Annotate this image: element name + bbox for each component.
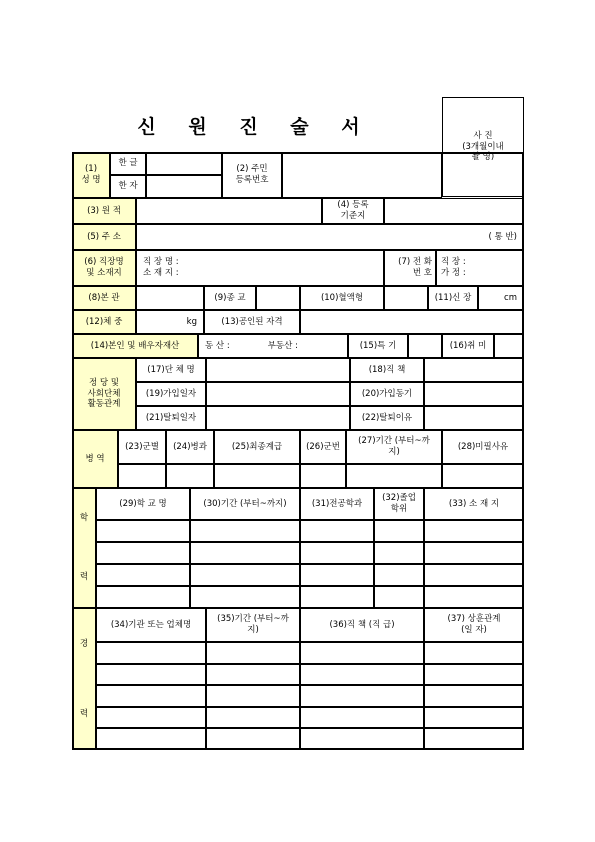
- photo-label: 사 진: [473, 131, 493, 142]
- blood-type-label: (10)혈액형: [300, 286, 384, 310]
- career-org-header: (34)기관 또는 업체명: [96, 608, 206, 642]
- career-period-header: [206, 608, 300, 642]
- weight-unit: kg: [186, 316, 197, 327]
- phone-label-line2: 번 호: [412, 268, 432, 278]
- workplace-location-label: 소 재 지 :: [143, 268, 179, 278]
- major-header: (31)전공학과: [300, 488, 374, 520]
- org-position-field[interactable]: [424, 358, 524, 382]
- career-row-cell[interactable]: [300, 685, 424, 707]
- phone-label-line1: (7) 전 화: [398, 257, 432, 268]
- document-title: 신 원 진 술 서: [137, 116, 373, 138]
- career-period-line1: (35)기간 (부터~까: [217, 614, 289, 625]
- join-date-label: (19)가입일자: [136, 382, 206, 406]
- assets-label: (14)본인 및 배우자재산: [72, 334, 198, 358]
- military-specialty-label: (24)병과: [166, 430, 214, 464]
- military-period-line1: (27)기간 (부터~까: [358, 436, 430, 447]
- special-skill-field[interactable]: [408, 334, 442, 358]
- hobby-label: (16)취 미: [442, 334, 494, 358]
- school-name-header: (29)학 교 명: [96, 488, 190, 520]
- military-exempt-label: (28)미필사유: [442, 430, 524, 464]
- military-branch-label: (23)군별: [118, 430, 166, 464]
- career-award-line1: (37) 상훈관계: [447, 614, 501, 625]
- military-exempt-field[interactable]: [442, 464, 524, 488]
- movable-assets-label: 동 산 :: [205, 340, 230, 351]
- join-motive-label: (20)가입동기: [350, 382, 424, 406]
- career-row-cell[interactable]: [96, 664, 206, 686]
- career-row-cell[interactable]: [96, 685, 206, 707]
- workplace-label: [72, 250, 136, 286]
- workplace-label-line2: 및 소재지: [86, 268, 122, 278]
- education-row-cell[interactable]: [300, 542, 374, 564]
- organization-label: [72, 358, 136, 430]
- education-row-cell[interactable]: [190, 564, 300, 586]
- education-row-cell[interactable]: [300, 520, 374, 542]
- address-suffix: ( 통 반): [488, 231, 517, 242]
- career-label: [72, 608, 96, 750]
- name-hangul-field[interactable]: [146, 152, 222, 175]
- career-row-cell[interactable]: [206, 685, 300, 707]
- education-row-cell[interactable]: [374, 542, 424, 564]
- military-label: 병 역: [72, 430, 118, 488]
- group-name-label: (17)단 체 명: [136, 358, 206, 382]
- name-label-number: (1): [84, 164, 98, 175]
- career-row-cell[interactable]: [206, 728, 300, 750]
- immovable-assets-label: 부동산 :: [267, 340, 298, 351]
- graduation-header: [374, 488, 424, 520]
- org-label-line3: 활동관계: [87, 399, 121, 410]
- phone-field[interactable]: [436, 250, 524, 286]
- assets-field[interactable]: [198, 334, 348, 358]
- education-row-cell[interactable]: [374, 564, 424, 586]
- origin-label: (3) 원 적: [72, 198, 136, 224]
- school-location-header: (33) 소 재 지: [424, 488, 524, 520]
- career-label-top: 경: [79, 638, 89, 649]
- education-row-cell[interactable]: [190, 520, 300, 542]
- photo-label-period: (3개월이내: [462, 141, 504, 152]
- career-row-cell[interactable]: [424, 728, 524, 750]
- education-row-cell[interactable]: [424, 520, 524, 542]
- career-row-cell[interactable]: [300, 642, 424, 664]
- org-label-line2: 사회단체: [87, 388, 121, 399]
- workplace-name-label: 직 장 명 :: [143, 257, 179, 268]
- education-label-bottom: 력: [79, 572, 89, 583]
- name-hanja-label: 한 자: [110, 175, 146, 198]
- ancestral-field[interactable]: [136, 286, 204, 310]
- education-period-header: (30)기간 (부터~까지): [190, 488, 300, 520]
- career-award-header: [424, 608, 524, 642]
- education-row-cell[interactable]: [190, 542, 300, 564]
- military-period-line2: 지): [388, 447, 400, 457]
- military-rank-label: (25)최종계급: [214, 430, 300, 464]
- career-row-cell[interactable]: [206, 707, 300, 729]
- education-row-cell[interactable]: [374, 520, 424, 542]
- license-field[interactable]: [300, 310, 524, 334]
- military-period-field[interactable]: [346, 464, 442, 488]
- education-row-cell[interactable]: [300, 564, 374, 586]
- military-period-label: [346, 430, 442, 464]
- workplace-field[interactable]: [136, 250, 384, 286]
- career-row-cell[interactable]: [300, 728, 424, 750]
- registry-label: [322, 198, 384, 224]
- phone-work-label: 직 장 :: [441, 257, 466, 268]
- career-row-cell[interactable]: [206, 642, 300, 664]
- address-field[interactable]: [136, 224, 524, 250]
- education-row-cell[interactable]: [96, 520, 190, 542]
- religion-field[interactable]: [256, 286, 300, 310]
- hobby-field[interactable]: [494, 334, 524, 358]
- military-number-label: (26)군번: [300, 430, 346, 464]
- career-row-cell[interactable]: [424, 707, 524, 729]
- height-label: (11)신 장: [428, 286, 478, 310]
- education-row-cell[interactable]: [96, 586, 190, 608]
- leave-date-label: (21)탈퇴일자: [136, 406, 206, 430]
- graduation-header-line2: 학위: [390, 504, 408, 514]
- org-position-label: (18)직 책: [350, 358, 424, 382]
- career-row-cell[interactable]: [424, 664, 524, 686]
- weight-field[interactable]: [136, 310, 204, 334]
- education-row-cell[interactable]: [190, 586, 300, 608]
- military-number-field[interactable]: [300, 464, 346, 488]
- height-unit: cm: [504, 292, 517, 303]
- graduation-header-line1: (32)졸업: [382, 493, 416, 504]
- education-row-cell[interactable]: [424, 586, 524, 608]
- career-row-cell[interactable]: [206, 664, 300, 686]
- education-row-cell[interactable]: [424, 542, 524, 564]
- education-row-cell[interactable]: [374, 586, 424, 608]
- ancestral-label: (8)본 관: [72, 286, 136, 310]
- blood-type-field[interactable]: [384, 286, 428, 310]
- resident-label-line1: (2) 주민: [236, 164, 268, 175]
- education-label: [72, 488, 96, 608]
- military-rank-field[interactable]: [214, 464, 300, 488]
- registry-label-line1: (4) 등록: [337, 200, 369, 211]
- education-row-cell[interactable]: [424, 564, 524, 586]
- resident-label-line2: 등록번호: [235, 175, 269, 185]
- leave-reason-label: (22)탈퇴이유: [350, 406, 424, 430]
- career-row-cell[interactable]: [424, 642, 524, 664]
- leave-reason-field[interactable]: [424, 406, 524, 430]
- join-date-field[interactable]: [206, 382, 350, 406]
- resident-number-label: [222, 152, 282, 198]
- name-label: [72, 152, 110, 198]
- career-row-cell[interactable]: [96, 728, 206, 750]
- career-award-line2: (일 자): [461, 625, 487, 635]
- group-name-field[interactable]: [206, 358, 350, 382]
- religion-label: (9)종 교: [204, 286, 256, 310]
- career-label-bottom: 력: [79, 708, 89, 719]
- photo-label-taken: 촬 영): [471, 152, 495, 163]
- career-row-cell[interactable]: [424, 685, 524, 707]
- registry-field[interactable]: [384, 198, 524, 224]
- education-row-cell[interactable]: [96, 542, 190, 564]
- workplace-label-line1: (6) 직장명: [84, 257, 124, 268]
- name-label-text: 성 명: [81, 175, 101, 185]
- special-skill-label: (15)특 기: [348, 334, 408, 358]
- military-branch-field[interactable]: [118, 464, 166, 488]
- org-label-line1: 정 당 및: [88, 378, 120, 389]
- leave-date-field[interactable]: [206, 406, 350, 430]
- career-period-line2: 지): [247, 625, 259, 635]
- education-row-cell[interactable]: [300, 586, 374, 608]
- phone-label: [384, 250, 436, 286]
- career-duty-header: (36)직 책 (직 급): [300, 608, 424, 642]
- resident-number-field[interactable]: [282, 152, 442, 198]
- photo-box: [442, 97, 524, 197]
- address-label: (5) 주 소: [72, 224, 136, 250]
- name-hangul-label: 한 글: [110, 152, 146, 175]
- name-hanja-field[interactable]: [146, 175, 222, 198]
- license-label: (13)공인된 자격: [204, 310, 300, 334]
- career-row-cell[interactable]: [96, 642, 206, 664]
- career-row-cell[interactable]: [96, 707, 206, 729]
- weight-label: (12)체 중: [72, 310, 136, 334]
- career-row-cell[interactable]: [300, 707, 424, 729]
- registry-label-line2: 기준지: [340, 211, 366, 221]
- military-specialty-field[interactable]: [166, 464, 214, 488]
- height-field[interactable]: [478, 286, 524, 310]
- career-row-cell[interactable]: [300, 664, 424, 686]
- join-motive-field[interactable]: [424, 382, 524, 406]
- phone-home-label: 가 정 :: [441, 268, 466, 278]
- origin-field[interactable]: [136, 198, 322, 224]
- education-row-cell[interactable]: [96, 564, 190, 586]
- education-label-top: 학: [79, 513, 89, 524]
